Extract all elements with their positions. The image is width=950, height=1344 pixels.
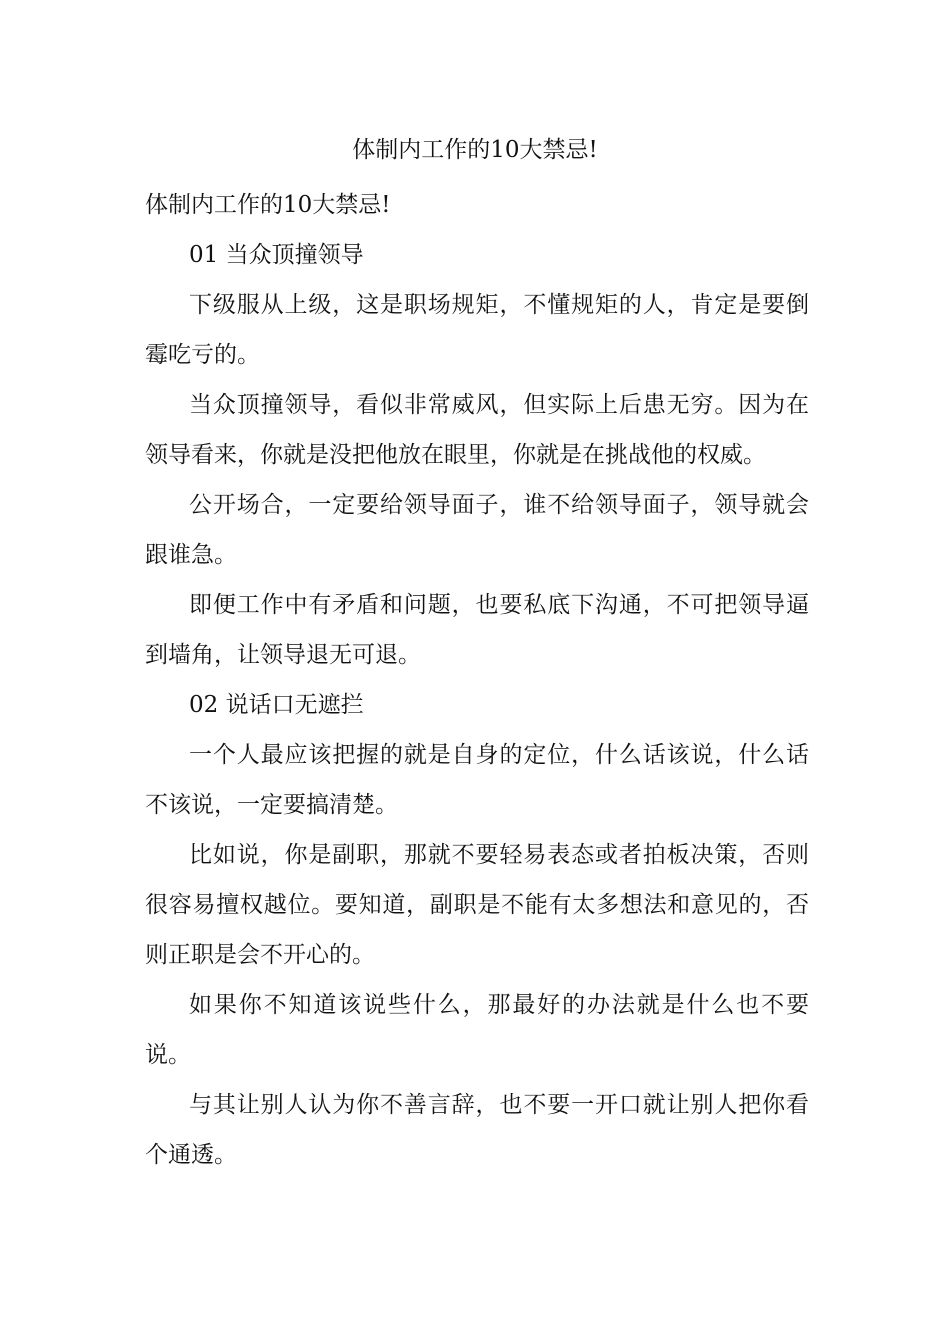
section-heading-02: 02 说话口无遮拦 xyxy=(189,692,364,718)
paragraph: 即便工作中有矛盾和问题，也要私底下沟通，不可把领导逼到墙角，让领导退无可退。 xyxy=(145,592,809,668)
paragraph: 当众顶撞领导，看似非常威风，但实际上后患无穷。因为在领导看来，你就是没把他放在眼里，你就是在挑战他的权威。 xyxy=(145,392,809,468)
paragraph: 如果你不知道该说些什么，那最好的办法就是什么也不要说。 xyxy=(145,992,809,1068)
paragraph: 下级服从上级，这是职场规矩，不懂规矩的人，肯定是要倒霉吃亏的。 xyxy=(145,292,809,368)
paragraph: 一个人最应该把握的就是自身的定位，什么话该说，什么话不该说，一定要搞清楚。 xyxy=(145,742,809,818)
document-body xyxy=(145,180,809,1180)
paragraph: 与其让别人认为你不善言辞，也不要一开口就让别人把你看个通透。 xyxy=(145,1092,809,1168)
document-title: 体制内工作的10大禁忌! xyxy=(352,137,598,163)
paragraph: 比如说，你是副职，那就不要轻易表态或者拍板决策，否则很容易擅权越位。要知道，副职是不能有太多想法和意见的，否则正职是会不开心的。 xyxy=(145,842,809,968)
section-heading-01: 01 当众顶撞领导 xyxy=(189,242,364,268)
paragraph: 公开场合，一定要给领导面子，谁不给领导面子，领导就会跟谁急。 xyxy=(145,492,809,568)
paragraph-heading: 体制内工作的10大禁忌! xyxy=(145,192,391,218)
